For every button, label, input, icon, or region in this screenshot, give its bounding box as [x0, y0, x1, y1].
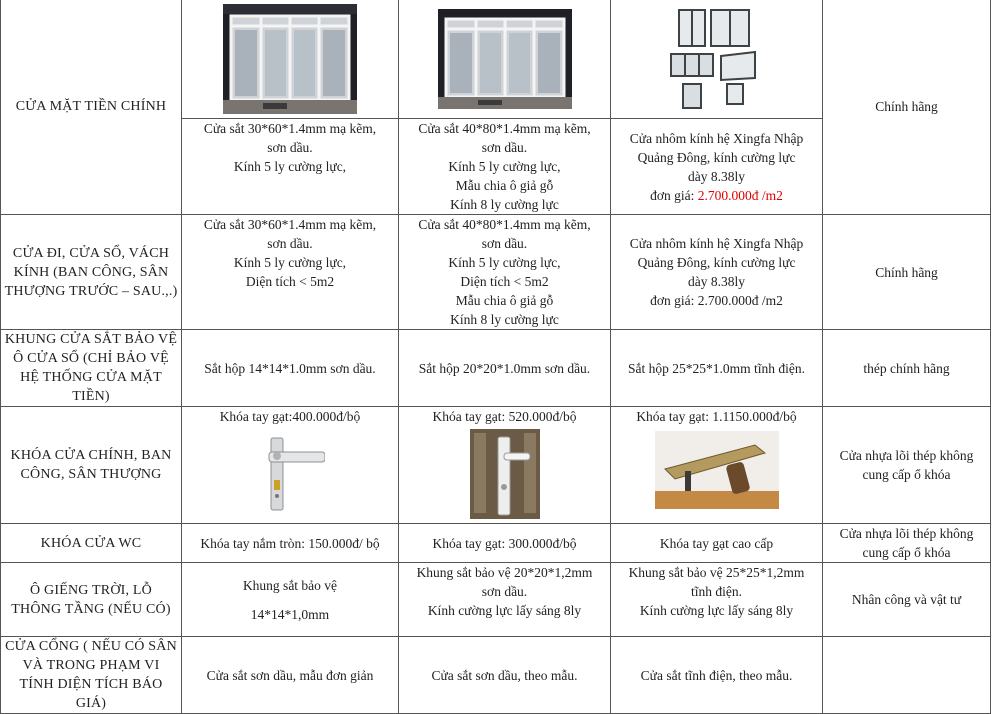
note-cell: thép chính hãng — [823, 330, 991, 407]
premium-lock-photo — [655, 431, 779, 509]
row-label: KHUNG CỬA SẮT BẢO VỆ Ô CỬA SỔ (CHỈ BẢO VỆ HỆ THỐNG CỬA MẶT TIỀN) — [1, 330, 182, 407]
cell-option-1: Khung sắt bảo vệ 14*14*1,0mm — [182, 563, 399, 637]
table-row — [1, 407, 991, 524]
cell-option-3: Khóa tay gạt cao cấp — [611, 524, 823, 563]
door-image-cell — [182, 0, 399, 119]
cell-option-3: Cửa sắt tĩnh điện, theo mẫu. — [611, 637, 823, 714]
cell-option-2: Khóa tay gạt: 300.000đ/bộ — [399, 524, 611, 563]
note-cell: Cửa nhựa lõi thép không cung cấp ổ khóa — [823, 524, 991, 563]
storefront-door-photo — [223, 4, 357, 114]
cell-option-2: Khung sắt bảo vệ 20*20*1,2mm sơn dầu. Kính cường lực lấy sáng 8ly — [399, 563, 611, 637]
cell-option-2: Khóa tay gạt: 520.000đ/bộ — [399, 407, 611, 524]
row-label: KHÓA CỬA WC — [1, 524, 182, 563]
storefront-door-photo — [438, 9, 572, 109]
note-cell: Chính hãng — [823, 215, 991, 330]
table-row — [1, 637, 991, 714]
row-label: CỬA MẶT TIỀN CHÍNH — [1, 0, 182, 215]
row-label: CỬA ĐI, CỬA SỔ, VÁCH KÍNH (BAN CÔNG, SÂN THƯỢNG TRƯỚC – SAU.,.) — [1, 215, 182, 330]
window-image-cell — [611, 0, 823, 119]
table-row — [1, 330, 991, 407]
cell-option-2: Cửa sắt 40*80*1.4mm mạ kẽm, sơn dầu. Kính 5 ly cường lực, Diện tích < 5m2 Mẫu chia ô giả gỗ Kính 8 ly cường lực — [399, 215, 611, 330]
lever-lock-photo — [470, 429, 540, 519]
cell-option-1: Cửa sắt 30*60*1.4mm mạ kẽm, sơn dầu. Kính 5 ly cường lực, — [182, 119, 399, 215]
table-row — [1, 524, 991, 563]
cell-option-2: Sắt hộp 20*20*1.0mm sơn dầu. — [399, 330, 611, 407]
aluminum-window-samples — [669, 6, 764, 111]
row-label: KHÓA CỬA CHÍNH, BAN CÔNG, SÂN THƯỢNG — [1, 407, 182, 524]
note-cell: Chính hãng — [823, 0, 991, 215]
cell-option-3: Cửa nhôm kính hệ Xingfa Nhập Quảng Đông, kính cường lực dày 8.38ly đơn giá: 2.700.000đ /m2 — [611, 215, 823, 330]
cell-option-3: Khóa tay gạt: 1.1150.000đ/bộ — [611, 407, 823, 524]
cell-option-3: Sắt hộp 25*25*1.0mm tĩnh điện. — [611, 330, 823, 407]
lever-lock-photo — [255, 434, 325, 514]
table-row — [1, 215, 991, 330]
door-image-cell — [399, 0, 611, 119]
note-cell: Nhân công và vật tư — [823, 563, 991, 637]
note-cell: Cửa nhựa lõi thép không cung cấp ổ khóa — [823, 407, 991, 524]
table-row — [1, 0, 991, 119]
price-value: 2.700.000đ /m2 — [697, 187, 783, 203]
note-cell — [823, 637, 991, 714]
cell-option-2: Cửa sắt 40*80*1.4mm mạ kẽm, sơn dầu. Kính 5 ly cường lực, Mẫu chia ô giả gỗ Kính 8 ly cường lực — [399, 119, 611, 215]
cell-option-1: Cửa sắt sơn dầu, mẫu đơn giản — [182, 637, 399, 714]
cell-option-3: Khung sắt bảo vệ 25*25*1,2mm tĩnh điện. Kính cường lực lấy sáng 8ly — [611, 563, 823, 637]
cell-option-2: Cửa sắt sơn dầu, theo mẫu. — [399, 637, 611, 714]
cell-option-1: Cửa sắt 30*60*1.4mm mạ kẽm, sơn dầu. Kính 5 ly cường lực, Diện tích < 5m2 — [182, 215, 399, 330]
cell-option-1: Sắt hộp 14*14*1.0mm sơn dầu. — [182, 330, 399, 407]
cell-option-1: Khóa tay nắm tròn: 150.000đ/ bộ — [182, 524, 399, 563]
cell-option-1: Khóa tay gạt:400.000đ/bộ — [182, 407, 399, 524]
row-label: Ô GIẾNG TRỜI, LỖ THÔNG TẦNG (NẾU CÓ) — [1, 563, 182, 637]
row-label: CỬA CỔNG ( NẾU CÓ SÂN VÀ TRONG PHẠM VI TÍNH DIỆN TÍCH BÁO GIÁ) — [1, 637, 182, 714]
cell-option-3: Cửa nhôm kính hệ Xingfa Nhập Quảng Đông, kính cường lực dày 8.38ly đơn giá: 2.700.000đ /m2 — [611, 119, 823, 215]
table-row — [1, 563, 991, 637]
